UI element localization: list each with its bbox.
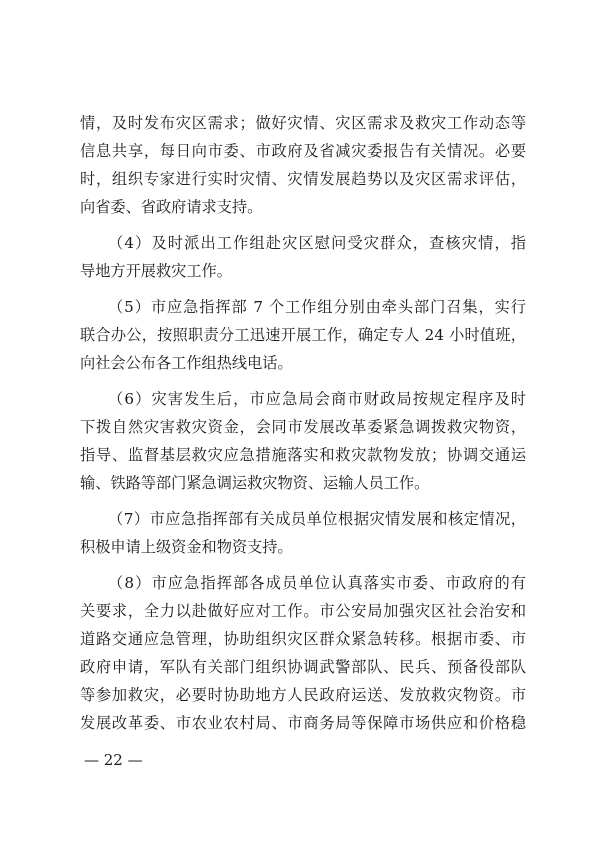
text-line: 导地方开展救灾工作。 xyxy=(80,262,232,280)
text-line: 积极申请上级资金和物资支持。 xyxy=(80,538,293,556)
text-line: 联合办公，按照职责分工迅速开展工作，确定专人 24 小时值班， xyxy=(80,326,526,344)
text-line: （6）灾害发生后，市应急局会商市财政局按规定程序及时 xyxy=(108,390,526,408)
text-line: 信息共享，每日向市委、市政府及省减灾委报告有关情况。必要 xyxy=(80,142,526,160)
text-line: （8）市应急指挥部各成员单位认真落实市委、市政府的有 xyxy=(108,574,526,592)
text-line: 向社会公布各工作组热线电话。 xyxy=(80,354,293,372)
text-line: （4）及时派出工作组赴灾区慰问受灾群众，查核灾情，指 xyxy=(108,234,526,252)
text-line: 等参加救灾，必要时协助地方人民政府运送、发放救灾物资。市 xyxy=(80,686,526,704)
page-number: — 22 — xyxy=(84,751,143,769)
text-line: 下拨自然灾害救灾资金，会同市发展改革委紧急调拨救灾物资， xyxy=(80,418,526,436)
paragraph-gap xyxy=(80,221,526,229)
text-line: 输、铁路等部门紧急调运救灾物资、运输人员工作。 xyxy=(80,474,430,492)
text-line: 时，组织专家进行实时灾情、灾情发展趋势以及灾区需求评估， xyxy=(80,170,526,188)
body-text xyxy=(80,109,526,737)
text-line: 政府申请，军队有关部门组织协调武警部队、民兵、预备役部队 xyxy=(80,658,526,676)
paragraph-gap xyxy=(80,377,526,385)
text-line: （7）市应急指挥部有关成员单位根据灾情发展和核定情况， xyxy=(108,510,526,528)
paragraph-gap xyxy=(80,561,526,569)
text-line: 指导、监督基层救灾应急措施落实和救灾款物发放；协调交通运 xyxy=(80,446,526,464)
text-line: （5）市应急指挥部 7 个工作组分别由牵头部门召集，实行 xyxy=(108,298,526,316)
paragraph-gap xyxy=(80,497,526,505)
text-line: 关要求，全力以赴做好应对工作。市公安局加强灾区社会治安和 xyxy=(80,602,526,620)
text-line: 向省委、省政府请求支持。 xyxy=(80,198,263,216)
text-line: 发展改革委、市农业农村局、市商务局等保障市场供应和价格稳 xyxy=(80,714,526,732)
paragraph-gap xyxy=(80,285,526,293)
text-line: 情，及时发布灾区需求；做好灾情、灾区需求及救灾工作动态等 xyxy=(80,114,526,132)
text-line: 道路交通应急管理，协助组织灾区群众紧急转移。根据市委、市 xyxy=(80,630,526,648)
